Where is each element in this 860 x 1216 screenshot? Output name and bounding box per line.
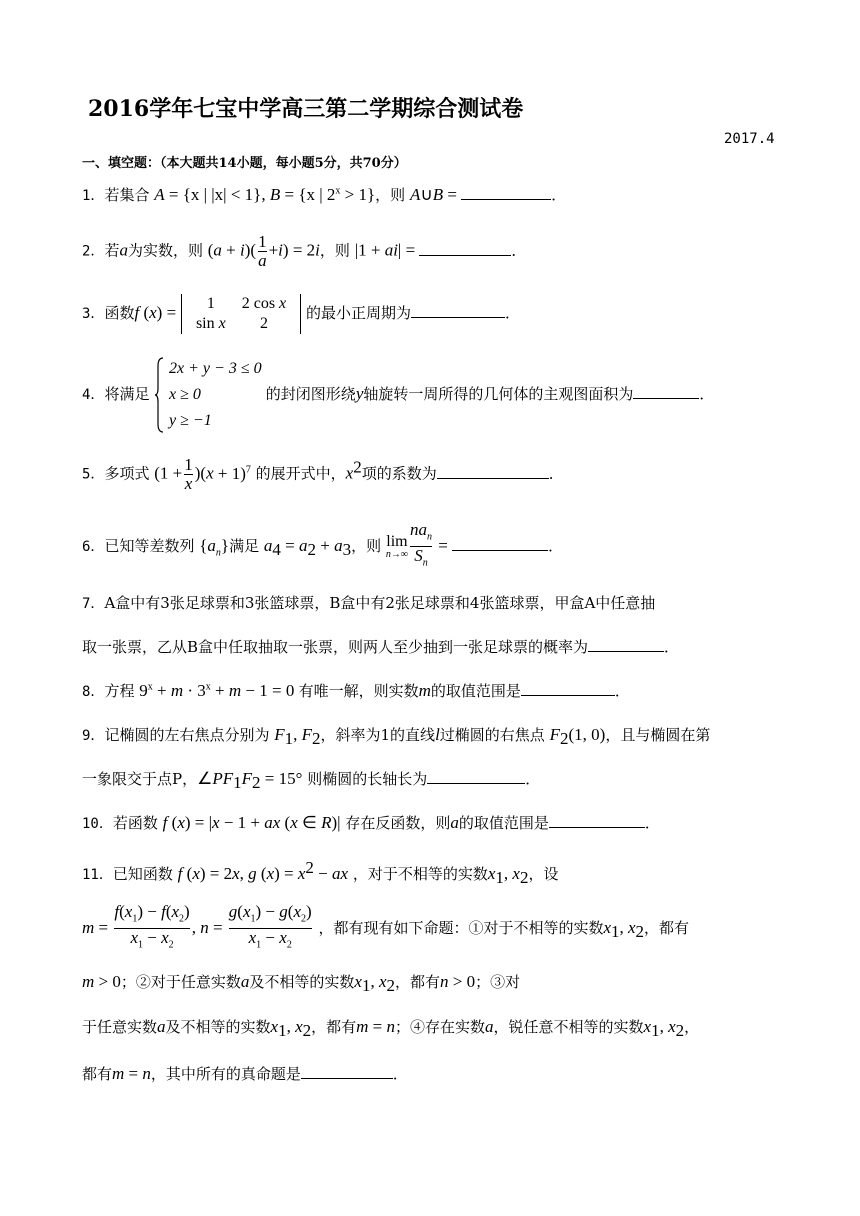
question-6: 6．已知等差数列 $\{a_n\}$满足 $a_4 = a_2 + a_3$，则 lim n→∞ $\frac{na_n}{S_n}$ = ． bbox=[82, 521, 563, 573]
question-7: 7．A盒中有3张足球票和3张篮球票，B盒中有2张足球票和4张篮球票，甲盒A中任意抽 bbox=[82, 594, 656, 612]
question-11: 11．已知函数 f (x) = 2x, g $(x) = x^2$ − ax ，对于不相等的实数$x_1$, $x_2$，设 bbox=[82, 858, 559, 887]
section-heading: 一、填空题：（本大题共14小题，每小题5分，共70分） bbox=[82, 156, 407, 171]
question-11-line-3: m > 0；②对于任意实数a及不相等的实数$x_1$, $x_2$，都有n > 0；③对 bbox=[82, 972, 521, 995]
answer-blank[interactable] bbox=[411, 303, 505, 318]
question-4: 4．将满足 2x + y − 3 ≤ 0 x ≥ 0 y ≥ −1 的封闭图形绕y轴旋转一周所得的几何体的主观图面积为 ． bbox=[82, 356, 714, 434]
answer-blank[interactable] bbox=[633, 384, 699, 399]
answer-blank[interactable] bbox=[437, 464, 549, 479]
answer-blank[interactable] bbox=[521, 681, 615, 696]
answer-blank[interactable] bbox=[588, 637, 664, 652]
answer-blank[interactable] bbox=[461, 185, 551, 200]
question-9-line-2: 一象限交于点P，$\angle PF_1F_2 = 15^\circ$ 则椭圆的长轴长为 ． bbox=[82, 769, 541, 792]
answer-blank[interactable] bbox=[419, 241, 511, 256]
question-3: 3．函数f (x) = 1 2 cos x sin x 2 的最小正周期为 ． bbox=[82, 295, 520, 332]
question-11-line-5: 都有m = n，其中所有的真命题是 ． bbox=[82, 1064, 408, 1083]
question-11-line-2: m = $\frac{f(x_1) - f(x_2)}{x_1 - x_2}$ , n = $\frac{g(x_1) - g(x_2)}{x_1 - x_2}$ ，都有现有如下命题：①对于不相等的实数$x_1$, $x_2$，都有 bbox=[82, 903, 689, 955]
question-8: 8．方程 $9^x + m \cdot 3^x + m - 1 = 0$ 有唯一解，则实数m的取值范围是 ． bbox=[82, 681, 630, 700]
question-10: 10．若函数 f (x) = |x − 1 + ax (x ∈ R)| 存在反函数，则a的取值范围是 ． bbox=[82, 813, 660, 832]
answer-blank[interactable] bbox=[549, 813, 645, 828]
exam-date: 2017.4 bbox=[724, 131, 775, 147]
determinant: 1 2 cos x sin x 2 bbox=[181, 294, 301, 334]
question-5: 5．多项式 (1 + $\frac{1}{x}$ )$(x + 1)^7$ 的展开式中，$x^2$项的系数为 ． bbox=[82, 455, 564, 493]
answer-blank[interactable] bbox=[452, 536, 548, 551]
answer-blank[interactable] bbox=[301, 1064, 393, 1079]
exam-title: 2016学年七宝中学高三第二学期综合测试卷 bbox=[88, 96, 524, 122]
brace-icon bbox=[154, 356, 164, 434]
question-2: 2．若a为实数，则 (a + i)( $\frac{1}{a}$ +i) = 2i，则 |1 + ai| = ． bbox=[82, 232, 527, 270]
question-1: 1．若集合 A = {x | |x| < 1}, B = {x | $2^x > 1$}，则 A∪B = ． bbox=[82, 185, 567, 204]
question-7-line-2: 取一张票，乙从B盒中任取抽取一张票，则两人至少抽到一张足球票的概率为 ． bbox=[82, 638, 680, 656]
question-9: 9．记椭圆的左右焦点分别为 $F_1$, $F_2$，斜率为1的直线l过椭圆的右焦点 $F_2(1$, 0)，且与椭圆在第 bbox=[82, 725, 711, 748]
question-11-line-4: 于任意实数a及不相等的实数$x_1$, $x_2$，都有m = n；④存在实数a，锐任意不相等的实数$x_1$, $x_2$， bbox=[82, 1017, 700, 1040]
answer-blank[interactable] bbox=[427, 769, 525, 784]
